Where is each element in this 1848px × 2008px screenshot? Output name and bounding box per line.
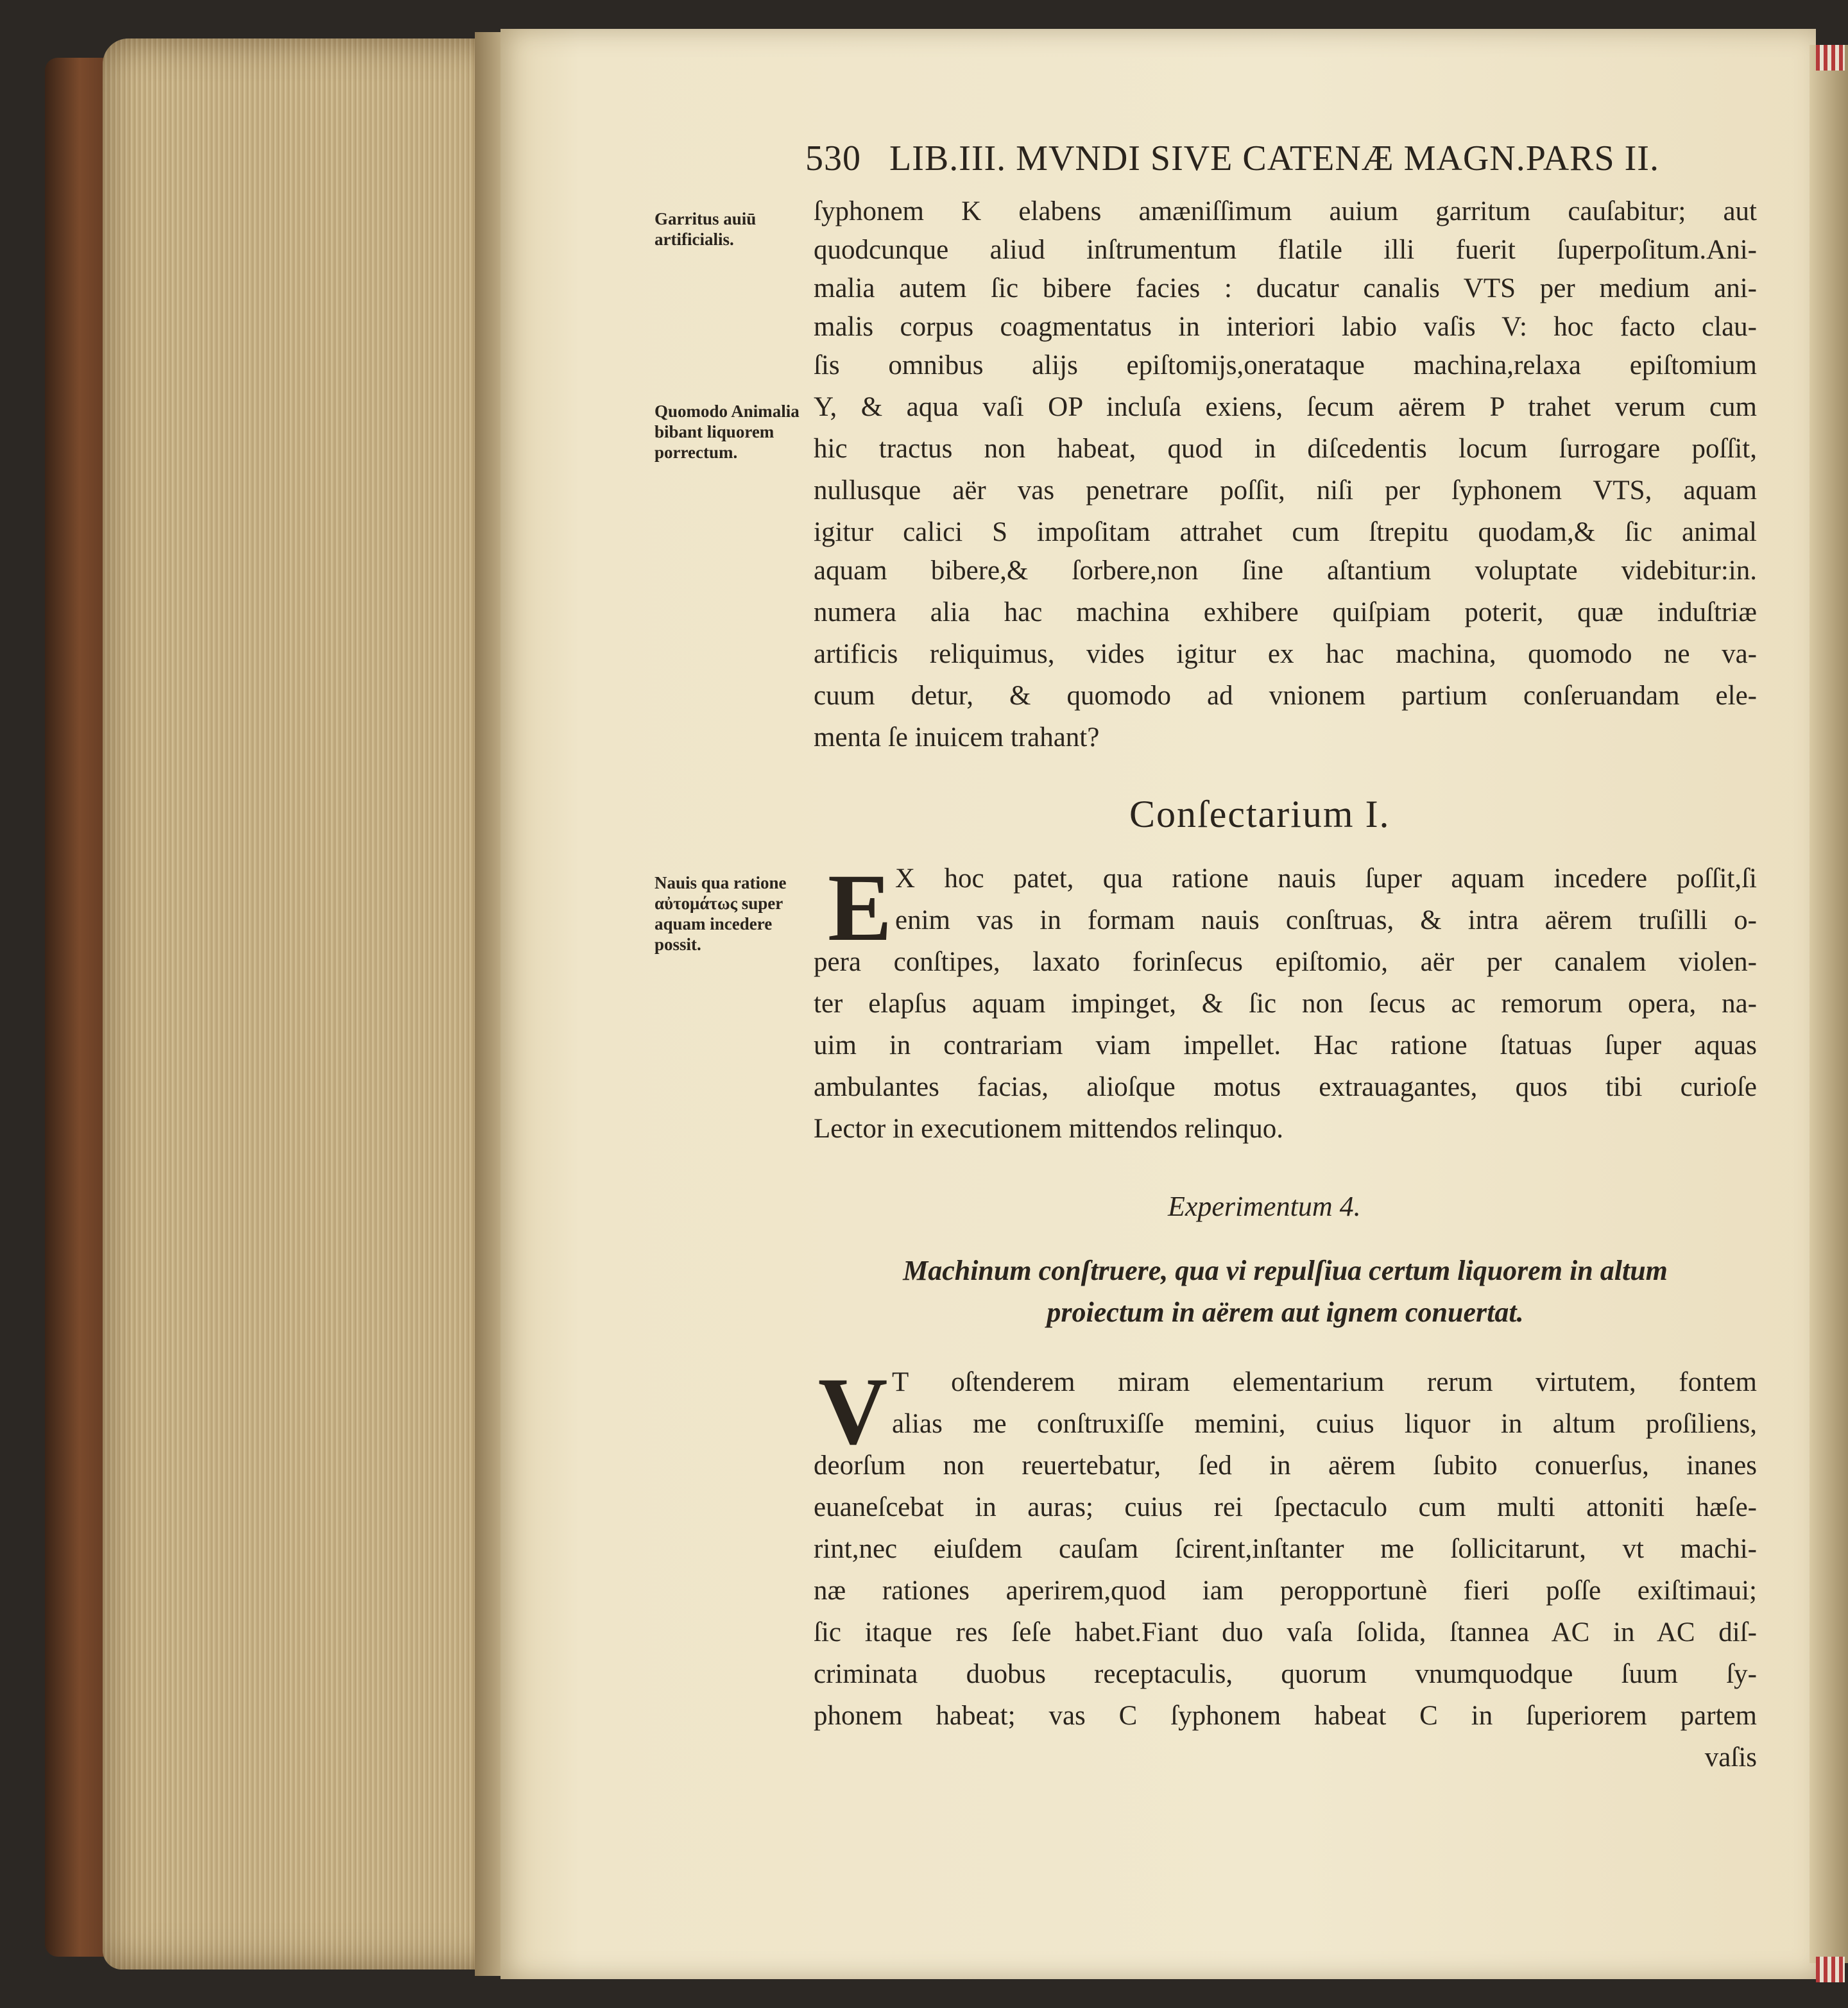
- text-line: ſyphonem K elabens amæniſſimum auium garritum cauſabitur; aut: [814, 196, 1757, 226]
- text-line: numera alia hac machina exhibere quiſpiam poterit, quæ induſtriæ: [814, 597, 1757, 627]
- text-line: euaneſcebat in auras; cuius rei ſpectaculo cum multi attoniti hæſe-: [814, 1492, 1757, 1522]
- drop-cap: E: [828, 855, 893, 961]
- text-line: artificis reliquimus, vides igitur ex hac machina, quomodo ne va-: [814, 639, 1757, 669]
- text-line: cuum detur, & quomodo ad vnionem partium conſeruandam ele-: [814, 681, 1757, 711]
- text-line: Y, & aqua vaſi OP incluſa exiens, ſecum aërem P trahet verum cum: [814, 392, 1757, 422]
- margin-note: Nauis qua ratione αὐτομάτως super aquam incedere possit.: [654, 873, 787, 954]
- page-block-edges: [103, 38, 501, 1970]
- text-line: menta ſe inuicem trahant?: [814, 722, 1100, 753]
- problem-line: Machinum conſtruere, qua vi repulſiua certum liquorem in altum: [903, 1255, 1668, 1286]
- text-line: næ rationes aperirem,quod iam peropportunè fieri poſſe exiſtimaui;: [814, 1576, 1757, 1606]
- drop-cap: V: [818, 1358, 888, 1465]
- page-number: 530: [805, 139, 861, 178]
- running-header: [805, 138, 1729, 179]
- running-title: LIB.III. MVNDI SIVE CATENÆ MAGN.PARS II.: [889, 139, 1659, 178]
- margin-note: Quomodo Animalia bibant liquorem porrectum.: [654, 402, 800, 462]
- text-line: malis corpus coagmentatus in interiori labio vaſis V: hoc facto clau-: [814, 312, 1757, 342]
- text-line: quodcunque aliud inſtrumentum flatile illi fuerit ſuperpoſitum.Ani-: [814, 235, 1757, 265]
- section-title: Conſectarium I.: [1129, 793, 1390, 835]
- text-line: ambulantes facias, alioſque motus extrauagantes, quos tibi curioſe: [814, 1072, 1757, 1102]
- text-line: X hoc patet, qua ratione nauis ſuper aquam incedere poſſit,ſi: [895, 864, 1757, 894]
- problem-line: proiectum in aërem aut ignem conuertat.: [1047, 1297, 1524, 1328]
- text-line: ſic itaque res ſeſe habet.Fiant duo vaſa ſolida, ſtannea AC in AC diſ-: [814, 1617, 1757, 1647]
- margin-note: Garritus auiū artificialis.: [654, 209, 757, 249]
- ribbon-marker-top: [1816, 45, 1845, 71]
- facing-page-edge: [1810, 45, 1848, 1963]
- text-line: enim vas in formam nauis conſtruas, & intra aërem truſilli o-: [895, 905, 1757, 935]
- ribbon-marker-bottom: [1816, 1957, 1845, 1982]
- text-line: criminata duobus receptaculis, quorum vnumquodque ſuum ſy-: [814, 1659, 1757, 1689]
- text-line: malia autem ſic bibere facies : ducatur canalis VTS per medium ani-: [814, 273, 1757, 303]
- text-line: aquam bibere,& ſorbere,non ſine aſtantium voluptate videbitur:in.: [814, 556, 1757, 586]
- text-line: ter elapſus aquam impinget, & ſic non ſecus ac remorum opera, na-: [814, 989, 1757, 1019]
- text-line: uim in contrariam viam impellet. Hac ratione ſtatuas ſuper aquas: [814, 1030, 1757, 1060]
- text-line: rint,nec eiuſdem cauſam ſcirent,inſtanter me ſollicitarunt, vt machi-: [814, 1534, 1757, 1564]
- text-line: ſis omnibus alijs epiſtomijs,onerataque machina,relaxa epiſtomium: [814, 350, 1757, 380]
- text-line: Lector in executionem mittendos relinquo.: [814, 1114, 1283, 1144]
- experiment-title: Experimentum 4.: [1168, 1191, 1361, 1222]
- text-line: alias me conſtruxiſſe memini, cuius liquor in altum proſiliens,: [892, 1409, 1757, 1439]
- text-line: T oſtenderem miram elementarium rerum virtutem, fontem: [892, 1367, 1757, 1397]
- text-line: pera conſtipes, laxato forinſecus epiſtomio, aër per canalem violen-: [814, 947, 1757, 977]
- text-line: igitur calici S impoſitam attrahet cum ſtrepitu quodam,& ſic animal: [814, 517, 1757, 547]
- text-line: phonem habeat; vas C ſyphonem habeat C in ſuperiorem partem: [814, 1701, 1757, 1731]
- text-line: hic tractus non habeat, quod in diſcedentis locum ſurrogare poſſit,: [814, 434, 1757, 464]
- text-line: nullusque aër vas penetrare poſſit, niſi per ſyphonem VTS, aquam: [814, 475, 1757, 506]
- text-line: deorſum non reuertebatur, ſed in aërem ſubito conuerſus, inanes: [814, 1451, 1757, 1481]
- catchword: vaſis: [1704, 1742, 1757, 1773]
